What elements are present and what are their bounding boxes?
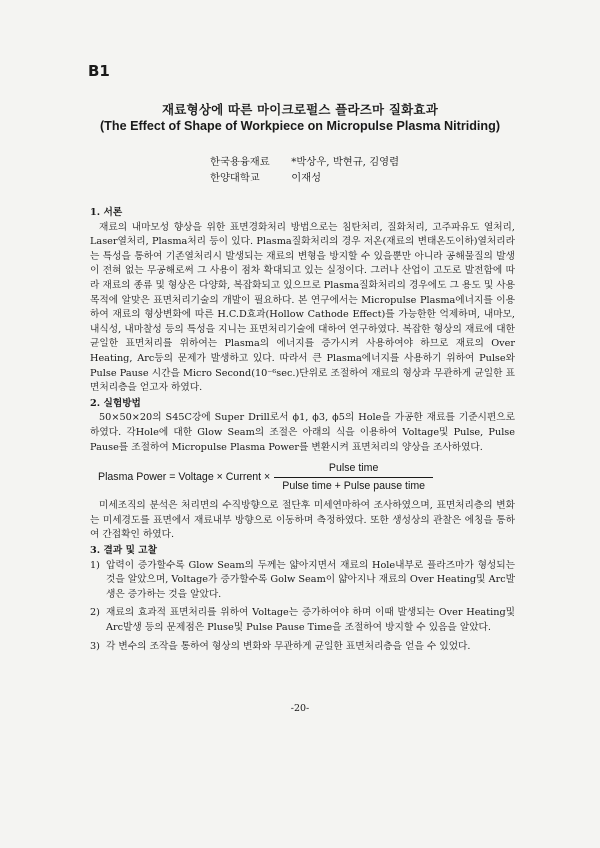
result-item <box>90 640 515 655</box>
author-affiliation: 한국용융재료 <box>210 156 270 168</box>
result-text: 재료의 효과적 표면처리를 위하여 Voltage는 증가하여야 하며 이때 발생되는 Over Heating및 Arc발생 등의 문제점은 Pluse및 Pulse Pause Time을 조절하여 방지할 수 있음을 알았다. <box>106 607 515 634</box>
result-number: 1) <box>90 559 100 571</box>
author-affiliation: 한양대학교 <box>210 172 260 184</box>
result-text: 압력이 증가할수록 Glow Seam의 두께는 얇아지면서 재료의 Hole내부로 플라즈마가 형성되는 것을 알았으며, Voltage가 증가할수록 Golw Seam이 얇아지나 재료의 Over Heating및 Arc발생은 증가하는 것을 알았다. <box>106 559 515 600</box>
result-item <box>90 606 515 635</box>
plasma-power-formula <box>98 461 515 493</box>
result-item <box>90 559 515 603</box>
formula-denominator: Pulse time + Pulse pause time <box>282 479 426 492</box>
formula-fraction <box>274 461 433 493</box>
author-names: 이재성 <box>291 172 322 184</box>
section-heading-method: 2. 실험방법 <box>90 397 141 409</box>
method-paragraph: 50×50×20의 S45C강에 Super Drill로서 ϕ1, ϕ3, ϕ5의 Hole을 가공한 재료를 기준시편으로 하였다. 각Hole에 대한 Glow Seam의 조절은 아래의 식을 이용하여 Voltage및 Pulse, Pulse Pause를 조절하여 Micropulse Plasma Power를 변환시켜 표면처리의 양상을 조사하였다. <box>90 412 515 453</box>
title-korean: 재료형상에 따른 마이크로펄스 플라즈마 질화효과 <box>162 102 438 117</box>
result-number: 3) <box>90 640 100 652</box>
formula-numerator: Pulse time <box>328 462 379 475</box>
author-block <box>210 154 399 186</box>
formula-lhs: Plasma Power = Voltage × Current × <box>98 470 271 483</box>
section-heading-results: 3. 결과 및 고찰 <box>90 545 158 557</box>
results-list <box>90 559 515 655</box>
method-paragraph-2: 미세조직의 분석은 처리면의 수직방향으로 절단후 미세연마하여 조사하였으며, 표면처리층의 변화는 미세경도를 표면에서 재료내부 방향으로 이동하며 측정하였다. 또한 생성상의 관찰은 에칭을 통하여 간접확인 하였다. <box>90 500 515 541</box>
abstract-code: B1 <box>88 62 110 80</box>
result-number: 2) <box>90 607 100 619</box>
result-text: 각 변수의 조작을 통하여 형상의 변화와 무관하게 균일한 표면처리층을 얻을 수 있었다. <box>106 640 471 652</box>
section-heading-intro: 1. 서론 <box>90 207 123 218</box>
intro-paragraph: 재료의 내마모성 향상을 위한 표면경화처리 방법으로는 침탄처리, 질화처리, 고주파유도 열처리, Laser열처리, Plasma처리 등이 있다. Plasma질화처리의 경우 저온(재료의 변태온도이하)열처리라는 특성을 통하여 기존열처리시 발생되는 재료의 변형을 방지할 수 있을뿐만 아니라 공해물질의 발생이 전혀 없는 무공해로써 그 사용이 점차 확대되고 있는 실정이다. 그러나 산업이 고도로 발전함에 따라 재료의 종류 및 형상은 다양화, 복잡화되고 있으므로 Plasma질화처리의 경우에도 그 용도 및 사용목적에 알맞은 표면처리기술의 개발이 필요하다. 본 연구에서는 Micropulse Plasma에너지를 이용하여 재료의 형상변화에 따른 H.C.D효과(Hollow Cathode Effect)를 가능한한 억제하며, 내마모, 내식성, 내마찰성 등의 특성을 지니는 표면처리기술에 대하여 연구하였다. 복잡한 형상의 재료에 대한 균일한 표면처리를 위하여는 Plasma의 에너지를 증가시켜 사용하여야 하므로 재료의 Over Heating, Arc등의 문제가 발생하고 있다. 따라서 큰 Plasma에너지를 사용하기 위하여 Pulse와 Pulse Pause 시간을 Micro Second(10⁻⁶sec.)단위로 조절하여 재료의 형상과 무관하게 균일한 표면처리층을 얻고자 하였다. <box>90 221 515 394</box>
author-row <box>210 154 399 170</box>
author-row <box>210 170 399 186</box>
author-names: *박상우, 박현규, 김영렴 <box>291 156 400 168</box>
paper-body <box>90 205 515 658</box>
title-english: (The Effect of Shape of Workpiece on Micropulse Plasma Nitriding) <box>99 119 501 133</box>
page-number: -20- <box>290 703 310 714</box>
